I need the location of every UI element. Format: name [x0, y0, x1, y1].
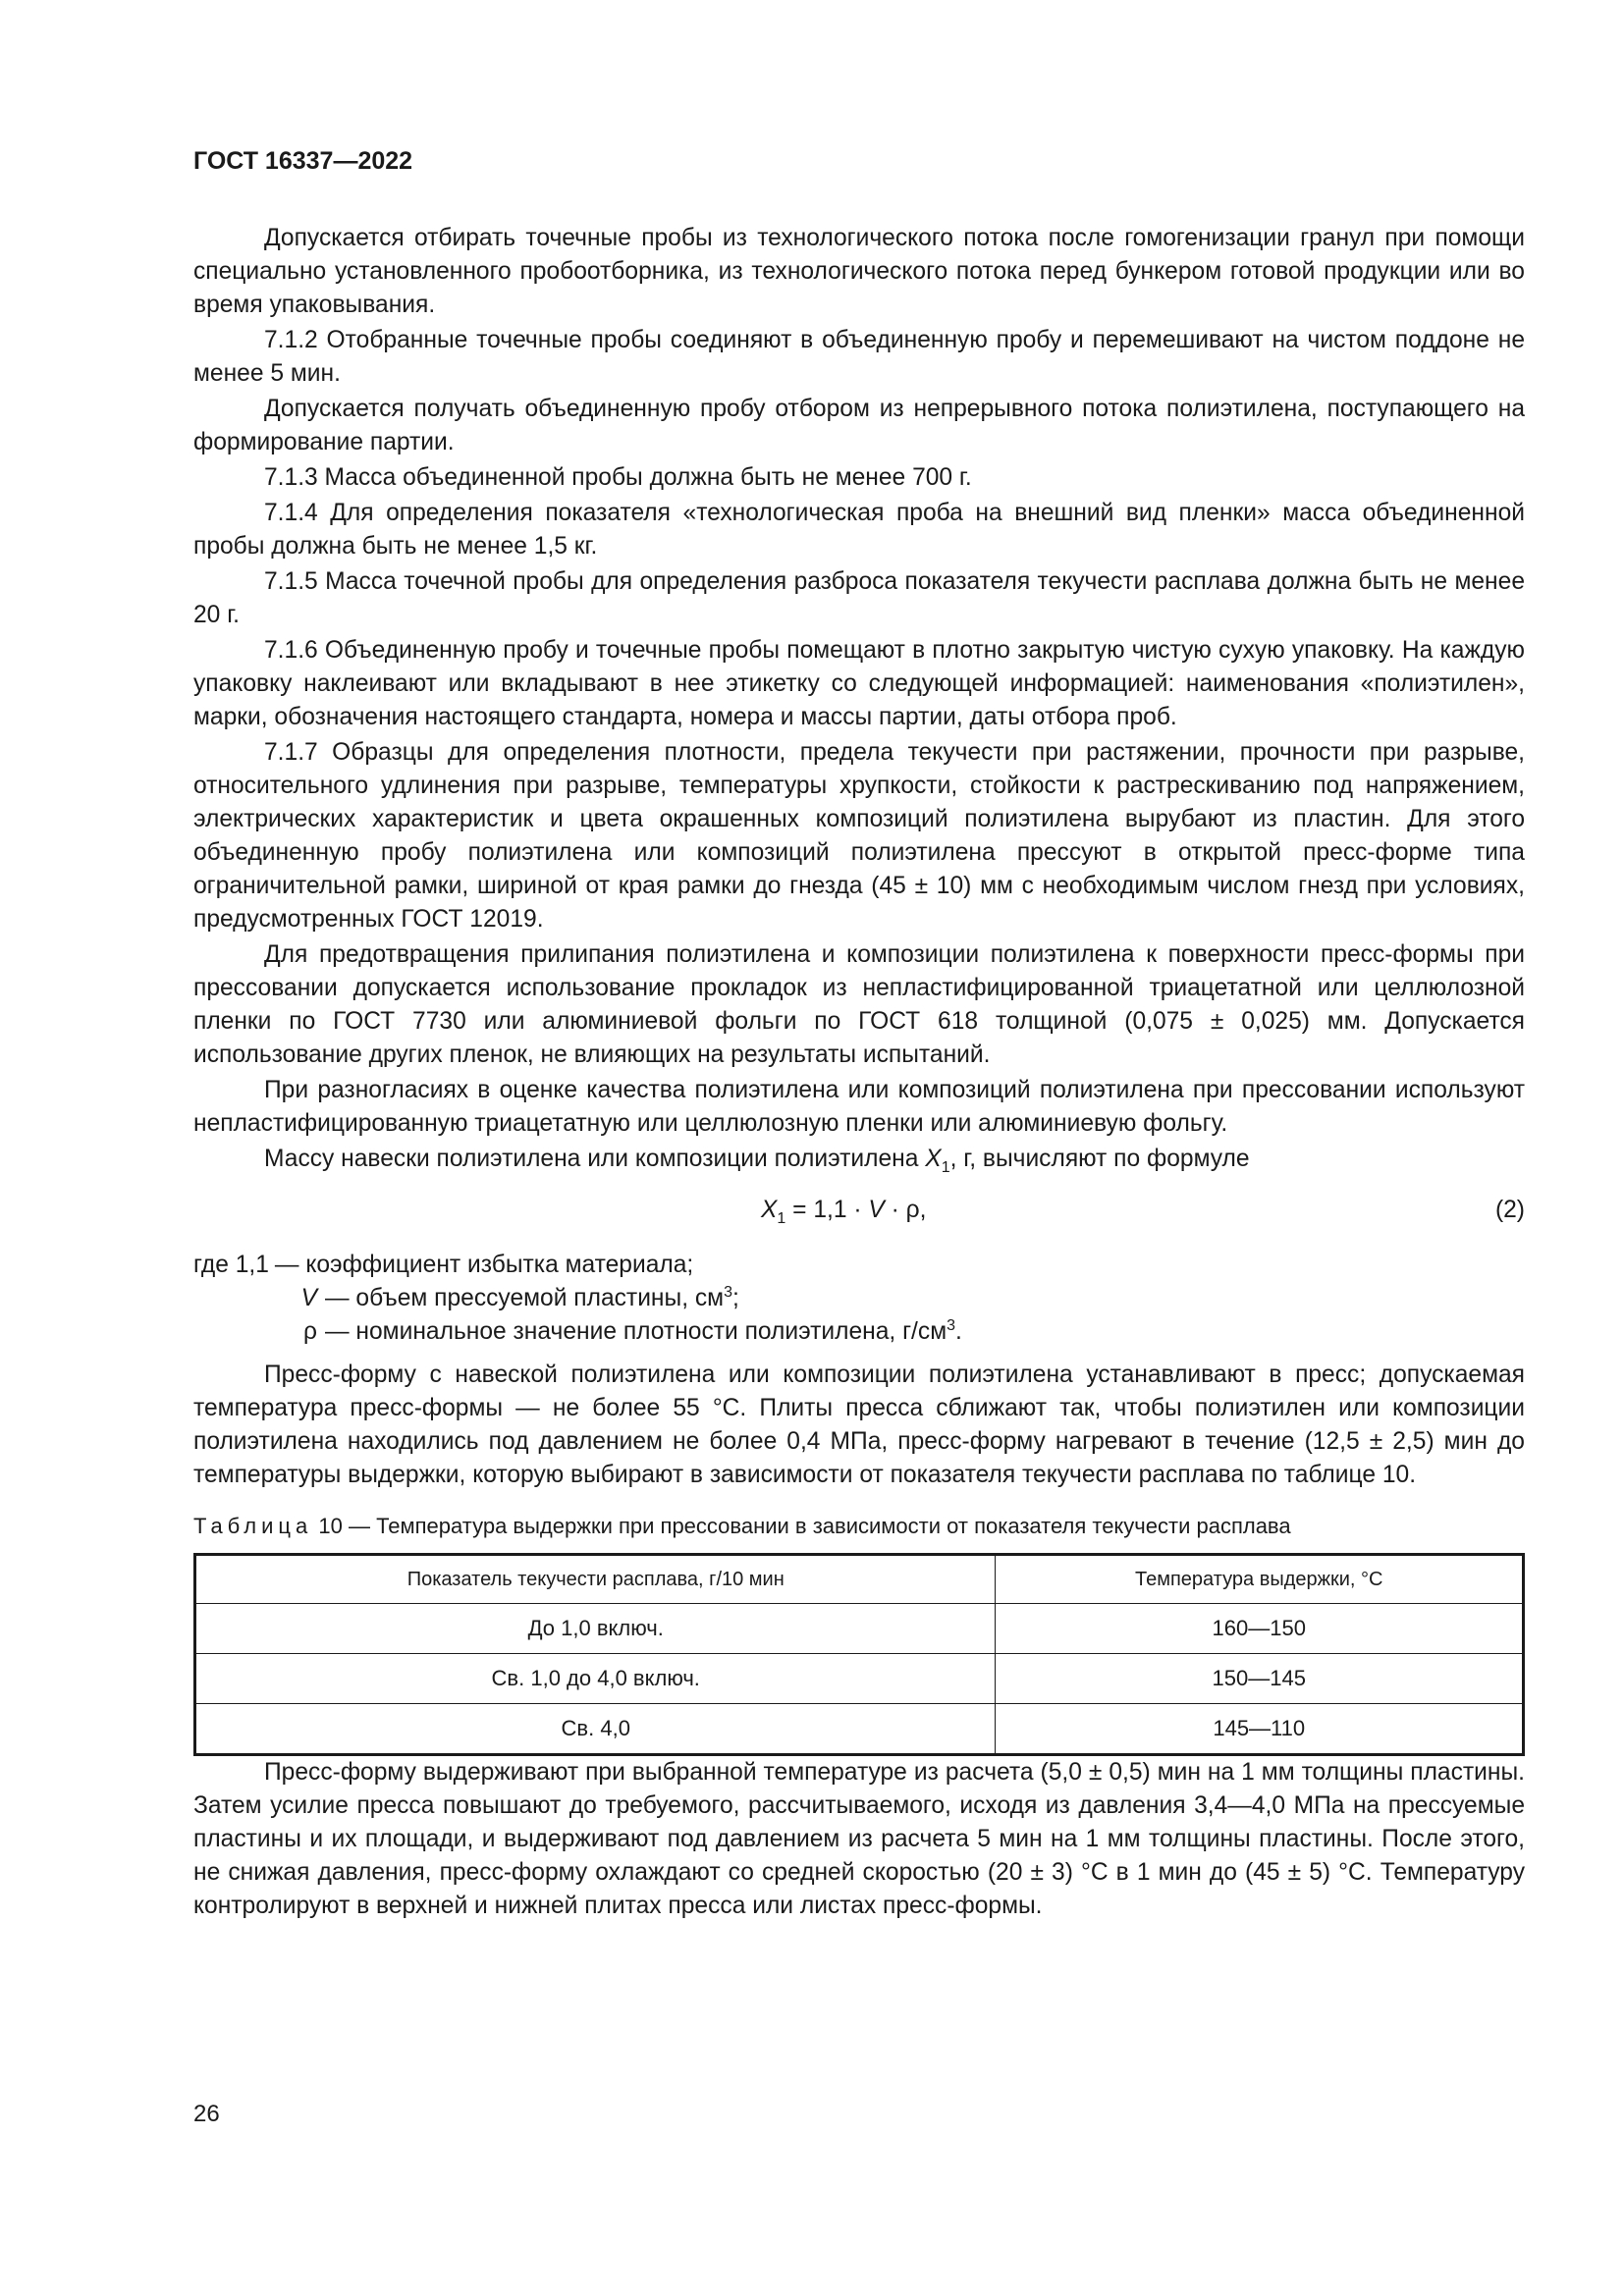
table-header-row — [195, 1555, 1524, 1604]
legend-line: где 1,1 — коэффициент избытка материала; — [193, 1252, 694, 1278]
table-row — [195, 1604, 1524, 1654]
paragraph: Допускается отбирать точечные пробы из технологического потока после гомогенизации гранул при помощи специально установленного пробоотборника, из технологического потока перед бункером готовой продукции или во время упаковывания. — [193, 225, 1525, 318]
page-number: 26 — [193, 2101, 220, 2127]
table-header-cell: Температура выдержки, °С — [996, 1555, 1524, 1604]
table-10 — [193, 1553, 1525, 1756]
formula-legend — [193, 1249, 1525, 1349]
table-cell: Св. 4,0 — [195, 1704, 996, 1755]
paragraph: Пресс-форму с навеской полиэтилена или композиции полиэтилена устанавливают в пресс; допускаемая температура пресс-формы — не более 55 °С. Плиты пресса сближают так, чтобы полиэтилен или композиции полиэтилена находились под давлением не более 0,4 МПа, пресс-форму нагревают в течение (12,5 ± 2,5) мин до температуры выдержки, которую выбирают в зависимости от показателя текучести расплава по таблице 10. — [193, 1362, 1525, 1488]
paragraph: 7.1.3 Масса объединенной пробы должна быть не менее 700 г. — [264, 464, 972, 491]
paragraph: Для предотвращения прилипания полиэтилена и композиции полиэтилена к поверхности пресс-формы при прессовании допускается использование прокладок из непластифицированной триацетатной или целлюлозной пленки по ГОСТ 7730 или алюминиевой фольги по ГОСТ 618 толщиной (0,075 ± 0,025) мм. Допускается использование других пленок, не влияющих на результаты испытаний. — [193, 941, 1525, 1068]
table-row — [195, 1654, 1524, 1704]
legend-line: V — объем прессуемой пластины, $см^3$; — [300, 1283, 739, 1311]
document-body — [193, 222, 1525, 1925]
formula-expression: $X_1 = 1,1 \cdot V \cdot \rho$, — [761, 1197, 927, 1227]
table-cell: До 1,0 включ. — [195, 1604, 996, 1654]
paragraph: Допускается получать объединенную пробу отбором из непрерывного потока полиэтилена, поступающего на формирование партии. — [193, 396, 1525, 455]
table-row — [195, 1704, 1524, 1755]
formula-intro: Массу навески полиэтилена или композиции полиэтилена $X_1$, г, вычисляют по формуле — [264, 1146, 1250, 1176]
document-header: ГОСТ 16337—2022 — [193, 147, 413, 175]
table-caption: Таблица 10 — Температура выдержки при прессовании в зависимости от показателя текучести расплава — [193, 1514, 1291, 1538]
paragraph: 7.1.6 Объединенную пробу и точечные пробы помещают в плотно закрытую чистую сухую упаковку. На каждую упаковку наклеивают или вкладывают в нее этикетку со следующей информацией: наименования «полиэтилен», марки, обозначения настоящего стандарта, номера и массы партии, даты отбора проб. — [193, 637, 1525, 730]
legend-line: ρ — номинальное значение плотности полиэтилена, $г/см^3$. — [303, 1316, 962, 1345]
paragraph: 7.1.5 Масса точечной пробы для определения разброса показателя текучести расплава должна быть не менее 20 г. — [193, 568, 1525, 628]
paragraph: 7.1.7 Образцы для определения плотности, предела текучести при растяжении, прочности при разрыве, относительного удлинения при разрыве, температуры хрупкости, стойкости к растрескиванию под напряжением, электрических характеристик и цвета окрашенных композиций полиэтилена вырубают из пластин. Для этого объединенную пробу полиэтилена или композиций полиэтилена прессуют в открытой пресс-форме типа ограничительной рамки, шириной от края рамки до гнезда (45 ± 10) мм с необходимым числом гнезд при условиях, предусмотренных ГОСТ 12019. — [193, 739, 1525, 933]
formula-2 — [193, 1182, 1525, 1241]
paragraph: 7.1.2 Отобранные точечные пробы соединяют в объединенную пробу и перемешивают на чистом поддоне не менее 5 мин. — [193, 327, 1525, 387]
paragraph: 7.1.4 Для определения показателя «технологическая проба на внешний вид пленки» масса объединенной пробы должна быть не менее 1,5 кг. — [193, 500, 1525, 560]
paragraph: Пресс-форму выдерживают при выбранной температуре из расчета (5,0 ± 0,5) мин на 1 мм толщины пластины. Затем усилие пресса повышают до требуемого, рассчитываемого, исходя из давления 3,4—4,0 МПа на прессуемые пластины и их площади, и выдерживают под давлением из расчета 5 мин на 1 мм толщины пластины. После этого, не снижая давления, пресс-форму охлаждают со средней скоростью (20 ± 3) °С в 1 мин до (45 ± 5) °С. Температуру контролируют в верхней и нижней плитах пресса или листах пресс-формы. — [193, 1759, 1525, 1919]
table-cell: 145—110 — [996, 1704, 1524, 1755]
table-cell: Св. 1,0 до 4,0 включ. — [195, 1654, 996, 1704]
table-header-cell: Показатель текучести расплава, г/10 мин — [195, 1555, 996, 1604]
table-cell: 160—150 — [996, 1604, 1524, 1654]
formula-number: (2) — [1494, 1197, 1525, 1223]
table-cell: 150—145 — [996, 1654, 1524, 1704]
paragraph: При разногласиях в оценке качества полиэтилена или композиций полиэтилена при прессовании используют непластифицированную триацетатную или целлюлозную пленки или алюминиевую фольгу. — [193, 1077, 1525, 1137]
